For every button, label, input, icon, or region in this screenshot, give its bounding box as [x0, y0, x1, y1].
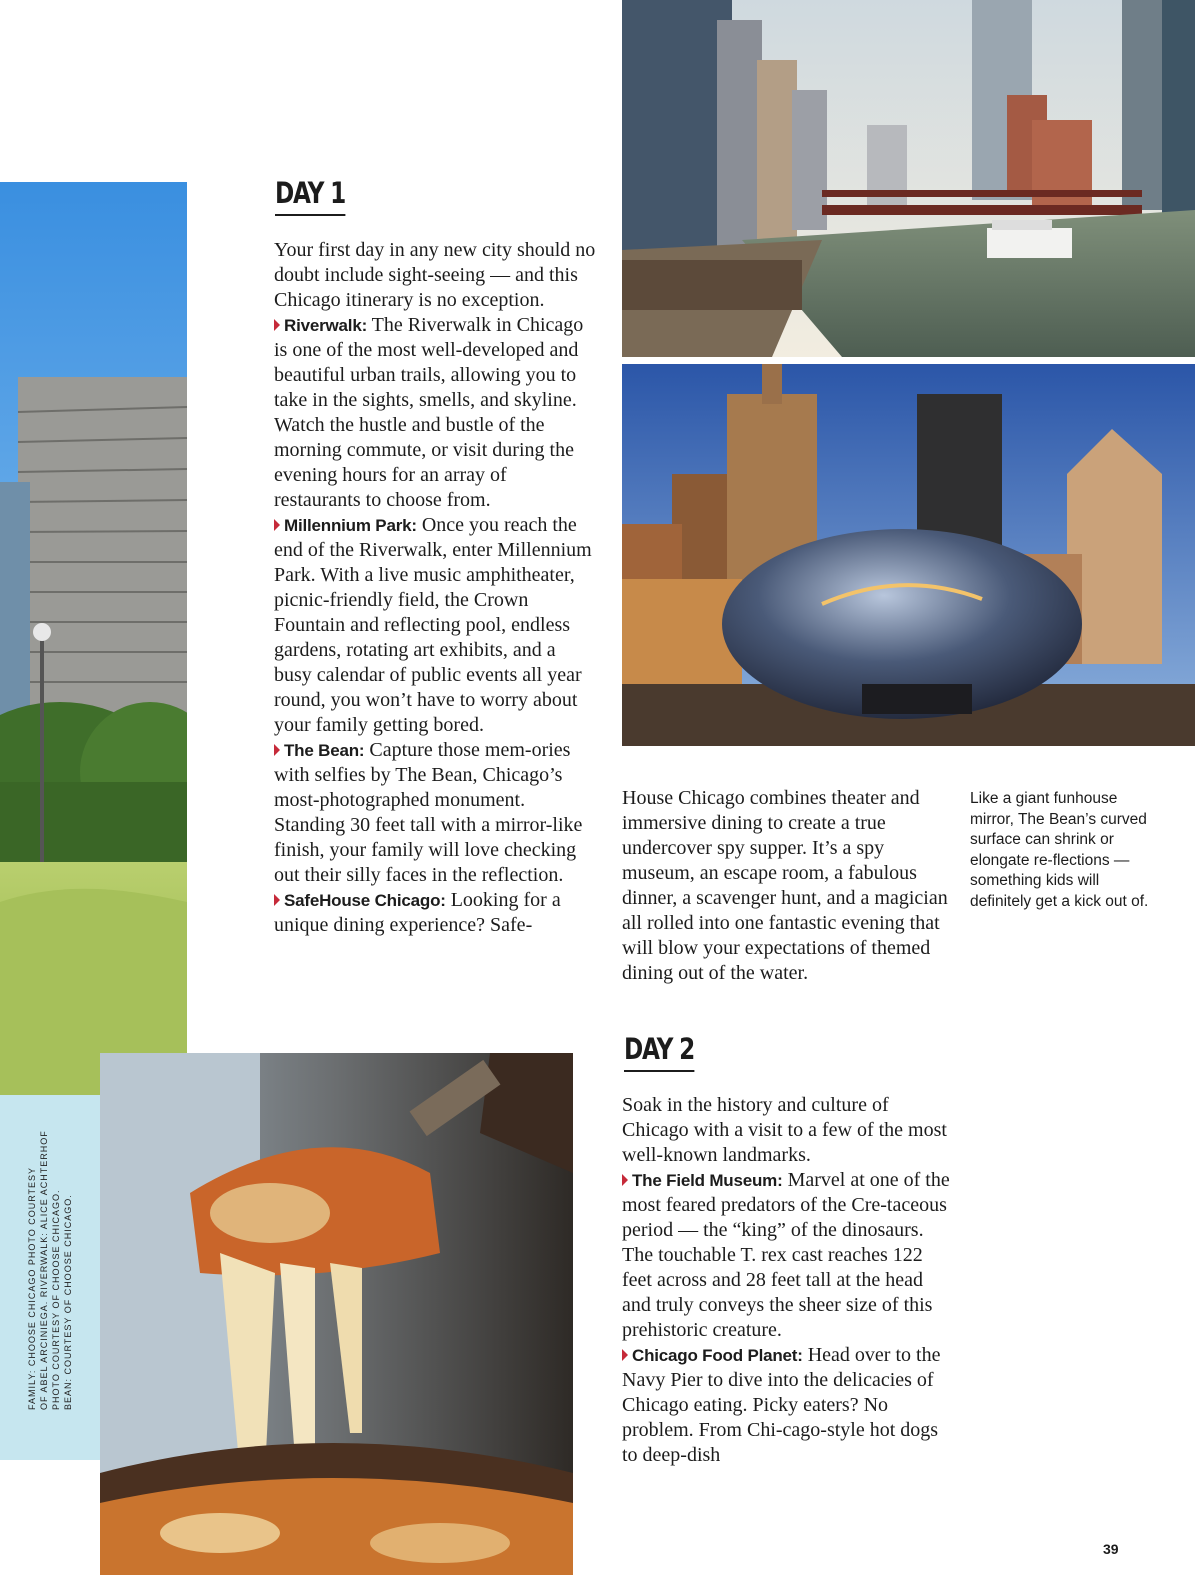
family-park-photo	[0, 182, 187, 1095]
page-number: 39	[1103, 1541, 1119, 1557]
day1-item-millennium-park: Millennium Park: Once you reach the end of the Riverwalk, enter Millennium Park. With a live music amphitheater, picnic-friendly field, the Crown Fountain and reflecting pool, endless gardens, rotating art exhibits, and a busy calendar of public events all year round, you won’t have to worry about your family getting bored.	[274, 514, 592, 736]
day2-item-food-planet: Chicago Food Planet: Head over to the Navy Pier to dive into the delicacies of Chicago eating. Picky eaters? No problem. From Chi-cago-style hot dogs to deep-dish	[622, 1344, 941, 1466]
day1-continued: House Chicago combines theater and immersive dining to create a true undercover spy supper. It’s a spy museum, an escape room, a fabulous dinner, a scavenger hunt, and a magician all rolled into one fantastic evening that will blow your expectations of themed dining out of the water.	[622, 787, 948, 984]
day2-heading-wrap	[624, 1032, 712, 1072]
day1-heading-wrap	[275, 176, 363, 216]
day1-column	[274, 238, 596, 938]
bullet-icon	[622, 1174, 628, 1186]
deep-dish-pizza-photo	[100, 1053, 573, 1575]
bullet-icon	[274, 894, 280, 906]
photo-credits: FAMILY: CHOOSE CHICAGO PHOTO COURTESY OF ABEL ARCINIEGA. RIVERWALK: ALICE ACHTERHOF PHOTO COURTESY OF CHOOSE CHICAGO. BEAN: COURTESY OF CHOOSE CHICAGO.	[27, 1130, 73, 1410]
riverwalk-photo	[622, 0, 1195, 357]
bullet-icon	[622, 1349, 628, 1361]
day2-heading: DAY 2	[624, 1032, 694, 1072]
day2-column	[622, 1093, 952, 1468]
bean-caption: Like a giant funhouse mirror, The Bean’s curved surface can shrink or elongate re-flections — something kids will definitely get a kick out of.	[970, 790, 1149, 910]
day2-item-field-museum: The Field Museum: Marvel at one of the most feared predators of the Cre-taceous period — the “king” of the dinosaurs. The touchable T. rex cast reaches 122 feet across and 28 feet tall at the head and truly conveys the sheer size of this prehistoric creature.	[622, 1169, 950, 1341]
day1-item-safehouse: SafeHouse Chicago: Looking for a unique dining experience? Safe-	[274, 889, 561, 936]
bean-photo	[622, 364, 1195, 746]
day1-heading: DAY 1	[275, 176, 345, 216]
day1-item-the-bean: The Bean: Capture those mem-ories with selfies by The Bean, Chicago’s most-photographed monument. Standing 30 feet tall with a mirror-like finish, your family will love checking out their silly faces in the reflection.	[274, 739, 583, 886]
bullet-icon	[274, 744, 280, 756]
bullet-icon	[274, 319, 280, 331]
bullet-icon	[274, 519, 280, 531]
day1-item-riverwalk: Riverwalk: The Riverwalk in Chicago is one of the most well-developed and beautiful urban trails, allowing you to take in the sights, smells, and skyline. Watch the hustle and bustle of the morning commute, or visit during the evening hours for an array of restaurants to choose from.	[274, 314, 584, 511]
day2-intro: Soak in the history and culture of Chicago with a visit to a few of the most well-known landmarks.	[622, 1094, 947, 1166]
day1-intro: Your first day in any new city should no doubt include sight-seeing — and this Chicago itinerary is no exception.	[274, 239, 596, 311]
